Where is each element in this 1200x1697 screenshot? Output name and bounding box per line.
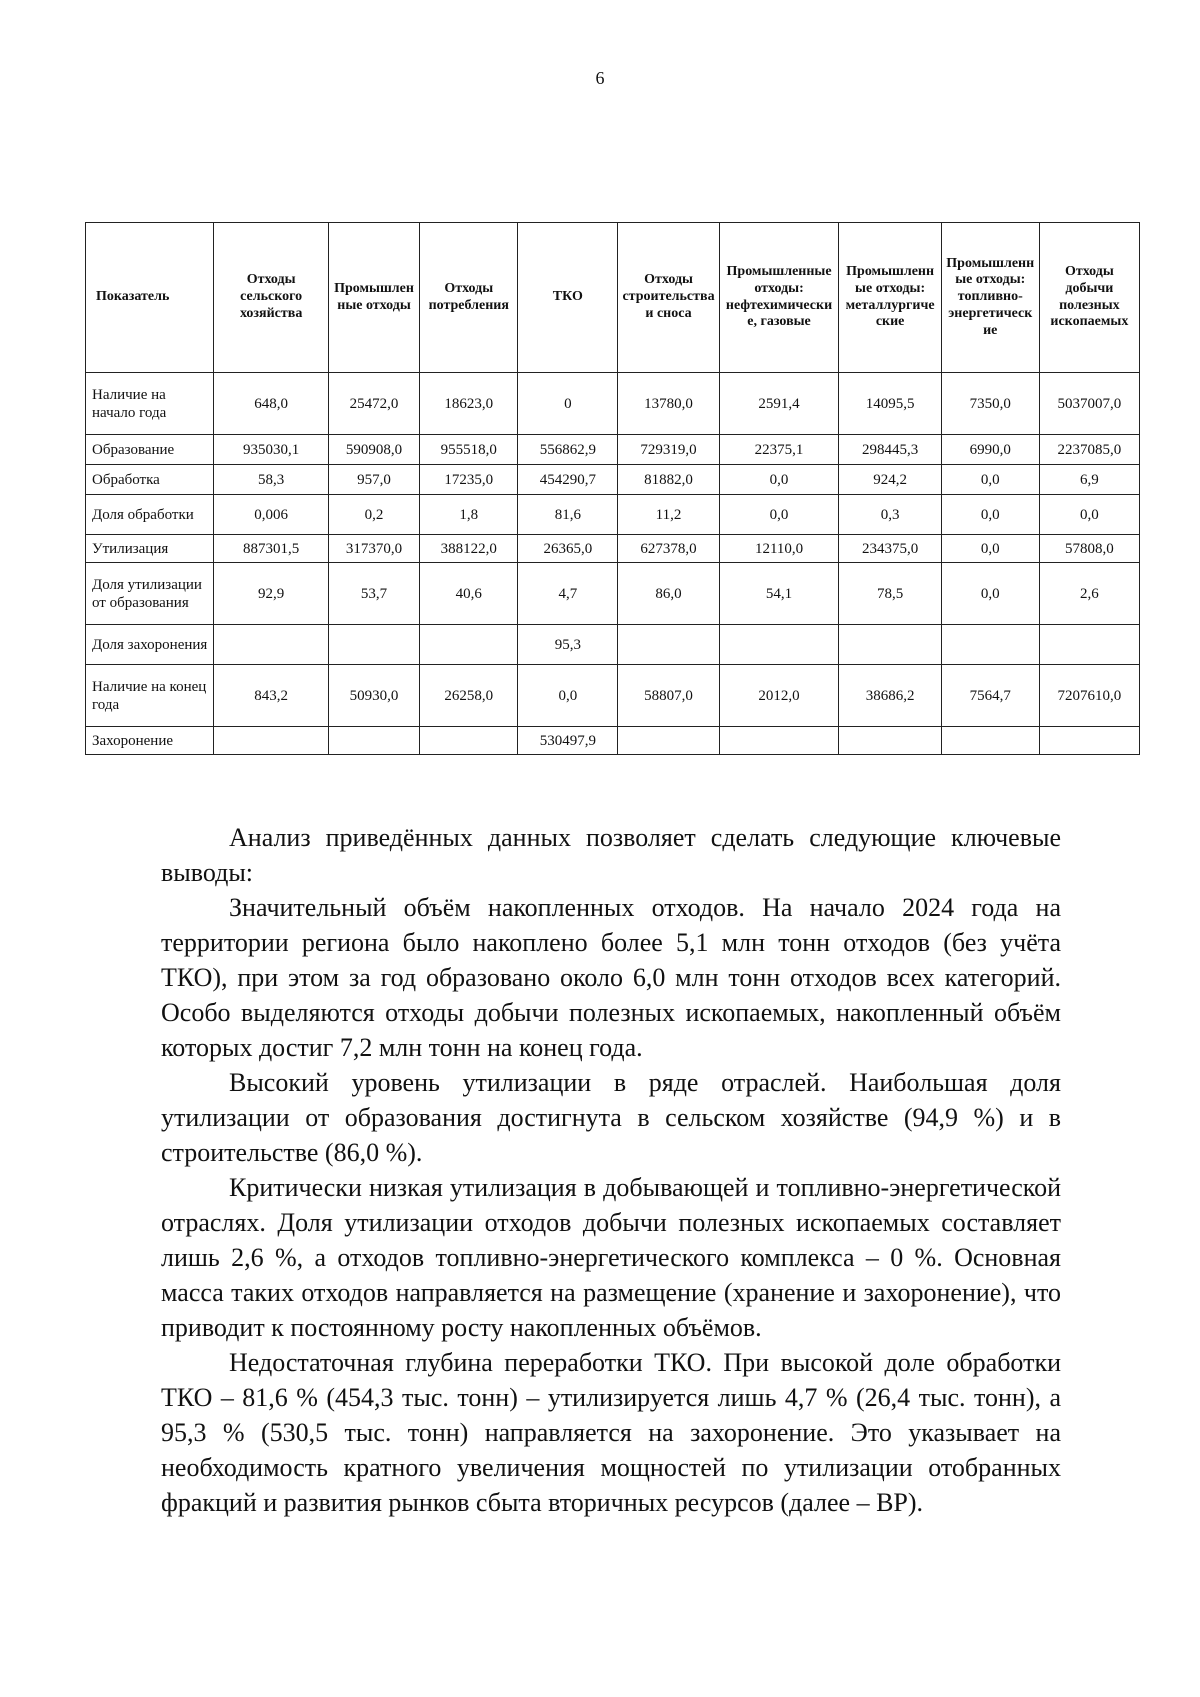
- table-cell: 13780,0: [618, 373, 719, 435]
- column-header: Отходы потребления: [420, 223, 518, 373]
- table-cell: [214, 727, 328, 755]
- table-cell: 2012,0: [719, 665, 839, 727]
- table-cell: 7207610,0: [1039, 665, 1139, 727]
- row-label: Захоронение: [86, 727, 214, 755]
- row-label: Доля утилизации от образования: [86, 563, 214, 625]
- table-cell: 924,2: [839, 465, 941, 495]
- table-cell: 22375,1: [719, 435, 839, 465]
- table-cell: 81,6: [518, 495, 618, 535]
- page-number: 6: [595, 68, 605, 88]
- column-header: Промышленные отходы: металлургические: [839, 223, 941, 373]
- table-cell: 0,0: [719, 495, 839, 535]
- table-cell: 556862,9: [518, 435, 618, 465]
- table-cell: 0,3: [839, 495, 941, 535]
- table-cell: 92,9: [214, 563, 328, 625]
- table-cell: 0,0: [719, 465, 839, 495]
- table-row: [86, 435, 1140, 465]
- table-cell: 0,0: [941, 465, 1039, 495]
- table-cell: 955518,0: [420, 435, 518, 465]
- table-cell: 6990,0: [941, 435, 1039, 465]
- table-cell: 54,1: [719, 563, 839, 625]
- table-cell: 2237085,0: [1039, 435, 1139, 465]
- table-cell: 530497,9: [518, 727, 618, 755]
- table-cell: 17235,0: [420, 465, 518, 495]
- table-cell: 4,7: [518, 563, 618, 625]
- table-cell: 12110,0: [719, 535, 839, 563]
- table-cell: 14095,5: [839, 373, 941, 435]
- table-cell: [1039, 727, 1139, 755]
- table-cell: [214, 625, 328, 665]
- table-cell: [1039, 625, 1139, 665]
- table-cell: [941, 625, 1039, 665]
- table-cell: 81882,0: [618, 465, 719, 495]
- paragraph-intro: Анализ приведённых данных позволяет сделать следующие ключевые выводы:: [161, 823, 1061, 887]
- table-cell: 388122,0: [420, 535, 518, 563]
- column-header: Отходы добычи полезных ископаемых: [1039, 223, 1139, 373]
- table-cell: 590908,0: [328, 435, 419, 465]
- table-cell: 38686,2: [839, 665, 941, 727]
- table-cell: [839, 625, 941, 665]
- column-header: Показатель: [86, 223, 214, 373]
- table-cell: 58,3: [214, 465, 328, 495]
- table-cell: 0,0: [518, 665, 618, 727]
- table-cell: 26365,0: [518, 535, 618, 563]
- table-cell: 26258,0: [420, 665, 518, 727]
- table-cell: 0,0: [941, 563, 1039, 625]
- table-cell: [719, 625, 839, 665]
- waste-statistics-table: [85, 222, 1140, 755]
- table-cell: 887301,5: [214, 535, 328, 563]
- table-header-row: [86, 223, 1140, 373]
- column-header: ТКО: [518, 223, 618, 373]
- table-cell: 957,0: [328, 465, 419, 495]
- row-label: Образование: [86, 435, 214, 465]
- table-cell: 95,3: [518, 625, 618, 665]
- table-cell: 53,7: [328, 563, 419, 625]
- table-cell: 627378,0: [618, 535, 719, 563]
- row-label: Доля обработки: [86, 495, 214, 535]
- table-row: [86, 535, 1140, 563]
- table-cell: 40,6: [420, 563, 518, 625]
- table-cell: 298445,3: [839, 435, 941, 465]
- table-cell: [618, 727, 719, 755]
- table-row: [86, 373, 1140, 435]
- paragraph-high-utilization: Высокий уровень утилизации в ряде отраслей. Наибольшая доля утилизации от образования достигнута в сельском хозяйстве (94,9 %) и в строительстве (86,0 %).: [161, 1068, 1061, 1167]
- table-cell: 0,0: [941, 535, 1039, 563]
- table-row: [86, 665, 1140, 727]
- table-cell: 0: [518, 373, 618, 435]
- table-cell: 11,2: [618, 495, 719, 535]
- table-row: [86, 465, 1140, 495]
- row-label: Утилизация: [86, 535, 214, 563]
- row-label: Обработка: [86, 465, 214, 495]
- table-cell: 317370,0: [328, 535, 419, 563]
- table-cell: 50930,0: [328, 665, 419, 727]
- table-cell: 0,2: [328, 495, 419, 535]
- table-cell: 648,0: [214, 373, 328, 435]
- table-cell: 454290,7: [518, 465, 618, 495]
- paragraph-mswprocessing: Недостаточная глубина переработки ТКО. При высокой доле обработки ТКО – 81,6 % (454,3 тыс. тонн) – утилизируется лишь 4,7 % (26,4 тыс. тонн), а 95,3 % (530,5 тыс. тонн) направляется на захоронение. Это указывает на необходимость кратного увеличения мощностей по утилизации отобранных фракций и развития рынков сбыта вторичных ресурсов (далее – ВР).: [161, 1348, 1061, 1517]
- column-header: Промышленные отходы: топливно-энергетические: [941, 223, 1039, 373]
- table-cell: 2591,4: [719, 373, 839, 435]
- column-header: Промышленные отходы: [328, 223, 419, 373]
- table-cell: 0,006: [214, 495, 328, 535]
- table-cell: [941, 727, 1039, 755]
- table-cell: [328, 625, 419, 665]
- table-cell: 729319,0: [618, 435, 719, 465]
- table-row: [86, 727, 1140, 755]
- table-cell: 78,5: [839, 563, 941, 625]
- table-cell: 57808,0: [1039, 535, 1139, 563]
- row-label: Доля захоронения: [86, 625, 214, 665]
- table-cell: [839, 727, 941, 755]
- table-cell: 86,0: [618, 563, 719, 625]
- table-cell: 0,0: [941, 495, 1039, 535]
- table-cell: 25472,0: [328, 373, 419, 435]
- table-cell: 843,2: [214, 665, 328, 727]
- column-header: Промышленные отходы: нефтехимические, газовые: [719, 223, 839, 373]
- table-cell: 935030,1: [214, 435, 328, 465]
- table-cell: [719, 727, 839, 755]
- column-header: Отходы сельского хозяйства: [214, 223, 328, 373]
- table-row: [86, 563, 1140, 625]
- table-cell: [328, 727, 419, 755]
- table-cell: 0,0: [1039, 495, 1139, 535]
- table-cell: 18623,0: [420, 373, 518, 435]
- table-cell: 7350,0: [941, 373, 1039, 435]
- row-label: Наличие на конец года: [86, 665, 214, 727]
- table-cell: 58807,0: [618, 665, 719, 727]
- paragraph-accumulated-waste: Значительный объём накопленных отходов. На начало 2024 года на территории региона было накоплено более 5,1 млн тонн отходов (без учёта ТКО), при этом за год образовано около 6,0 млн тонн отходов всех категорий. Особо выделяются отходы добычи полезных ископаемых, накопленный объём которых достиг 7,2 млн тонн на конец года.: [161, 893, 1061, 1062]
- column-header: Отходы строительства и сноса: [618, 223, 719, 373]
- table-cell: 234375,0: [839, 535, 941, 563]
- table-cell: 6,9: [1039, 465, 1139, 495]
- table-cell: [618, 625, 719, 665]
- table-cell: 2,6: [1039, 563, 1139, 625]
- table-cell: 1,8: [420, 495, 518, 535]
- analysis-text: [161, 820, 1061, 1520]
- table-cell: 7564,7: [941, 665, 1039, 727]
- table-cell: [420, 625, 518, 665]
- table-row: [86, 625, 1140, 665]
- row-label: Наличие на начало года: [86, 373, 214, 435]
- table-cell: [420, 727, 518, 755]
- table-row: [86, 495, 1140, 535]
- table-cell: 5037007,0: [1039, 373, 1139, 435]
- paragraph-low-utilization: Критически низкая утилизация в добывающей и топливно-энергетической отраслях. Доля утилизации отходов добычи полезных ископаемых составляет лишь 2,6 %, а отходов топливно-энергетического комплекса – 0 %. Основная масса таких отходов направляется на размещение (хранение и захоронение), что приводит к постоянному росту накопленных объёмов.: [161, 1173, 1061, 1342]
